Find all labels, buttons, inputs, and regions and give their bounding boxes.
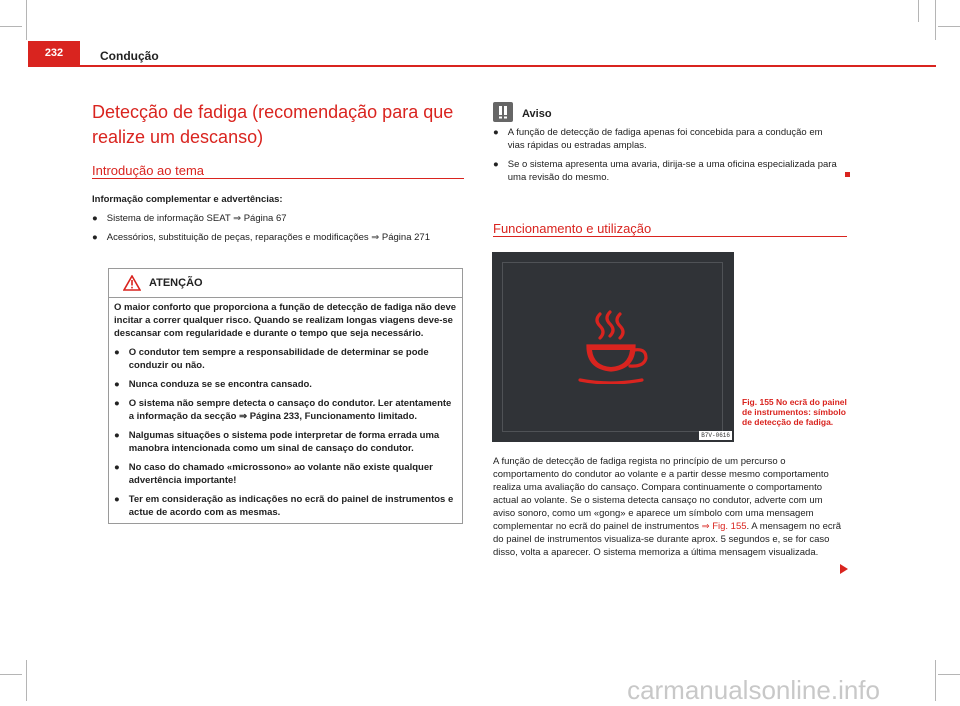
crop-mark: [0, 26, 22, 27]
continue-arrow-icon: [840, 564, 848, 574]
list-item: ● Ter em consideração as indicações no ecrã do painel de instrumentos e actue de acordo com as mesmas.: [114, 494, 454, 518]
figure-dashboard-display: [492, 252, 734, 442]
warning-body: [109, 298, 462, 528]
list-item: ● Nalgumas situações o sistema pode interpretar de forma errada uma manobra intencionada como um sinal de cansaço do condutor.: [114, 430, 440, 454]
crop-mark: [26, 0, 27, 40]
list-item: ● Nunca conduza se se encontra cansado.: [114, 379, 312, 390]
list-item: ● A função de detecção de fadiga apenas foi concebida para a condução em vias rápidas ou estradas amplas.: [493, 127, 823, 151]
warning-box: [108, 268, 463, 524]
list-item: ● O condutor tem sempre a responsabilidade de determinar se pode conduzir ou não.: [114, 347, 429, 371]
end-marker: [845, 172, 850, 177]
page-number: 232: [28, 41, 80, 65]
info-note-icon: [493, 102, 513, 122]
note-title: Aviso: [522, 108, 552, 120]
subtitle-rule: [92, 178, 464, 179]
info-heading: Informação complementar e advertências:: [92, 194, 283, 205]
figure-link[interactable]: ⇒ Fig. 155: [701, 521, 747, 532]
watermark: carmanualsonline.info: [627, 675, 880, 705]
warning-intro: O maior conforto que proporciona a função de detecção de fadiga não deve incitar a correr qualquer risco. Quando se realizam longas viagens deve-se descansar com regularidade e durante o tempo que seja necessário.: [114, 302, 457, 339]
crop-mark: [935, 0, 936, 40]
section-title: Funcionamento e utilização: [493, 221, 652, 236]
section-header: Condução: [100, 49, 159, 63]
note-list: [493, 126, 838, 184]
coffee-cup-icon: [578, 310, 654, 384]
crop-mark: [938, 26, 960, 27]
warning-triangle-icon: [123, 275, 141, 291]
body-text: A função de detecção de fadiga regista no princípio de um percurso o comportamento do condutor ao volante e a partir desse mesmo comportamento realiza uma avaliação do cansaço. Compara continuamente o comportamento actual ao volante. Se o sistema detecta cansaço no condutor, adverte com um aviso sonoro, como um «gong» e aparece um símbolo com uma mensagem complementar no ecrã do painel de instrumentos ⇒ Fig. 155. A mensagem no ecrã do painel de instrumentos visualiza-se durante aprox. 5 segundos e, se for caso disso, volta a aparecer. O sistema memoriza a última mensagem visualizada.: [493, 456, 842, 558]
info-list: [92, 212, 464, 244]
list-item: ● Sistema de informação SEAT ⇒ Página 67: [92, 213, 287, 224]
note-glyph-icon: [493, 102, 513, 122]
section-rule: [493, 236, 847, 237]
figure-caption: Fig. 155 No ecrã do painel de instrumentos: símbolo de detecção de fadiga.: [742, 397, 847, 427]
list-item: ● Acessórios, substituição de peças, reparações e modificações ⇒ Página 271: [92, 232, 430, 243]
subtitle: Introdução ao tema: [92, 163, 205, 178]
header-rule: [28, 65, 936, 67]
list-item: ● O sistema não sempre detecta o cansaço do condutor. Ler atentamente a informação da secção ⇒ Página 233, Funcionamento limitado.: [114, 398, 452, 422]
warning-header: [109, 269, 462, 298]
figure-code: B7V-0616: [701, 432, 730, 439]
page-title: Detecção de fadiga (recomendação para que realize um descanso): [92, 102, 454, 147]
list-item: ● No caso do chamado «microssono» ao volante não existe qualquer advertência importante!: [114, 462, 433, 486]
list-item: ● Se o sistema apresenta uma avaria, dirija-se a uma oficina especializada para uma revisão do mesmo.: [493, 159, 837, 183]
warning-title: ATENÇÃO: [149, 277, 203, 289]
crop-mark: [918, 0, 919, 22]
